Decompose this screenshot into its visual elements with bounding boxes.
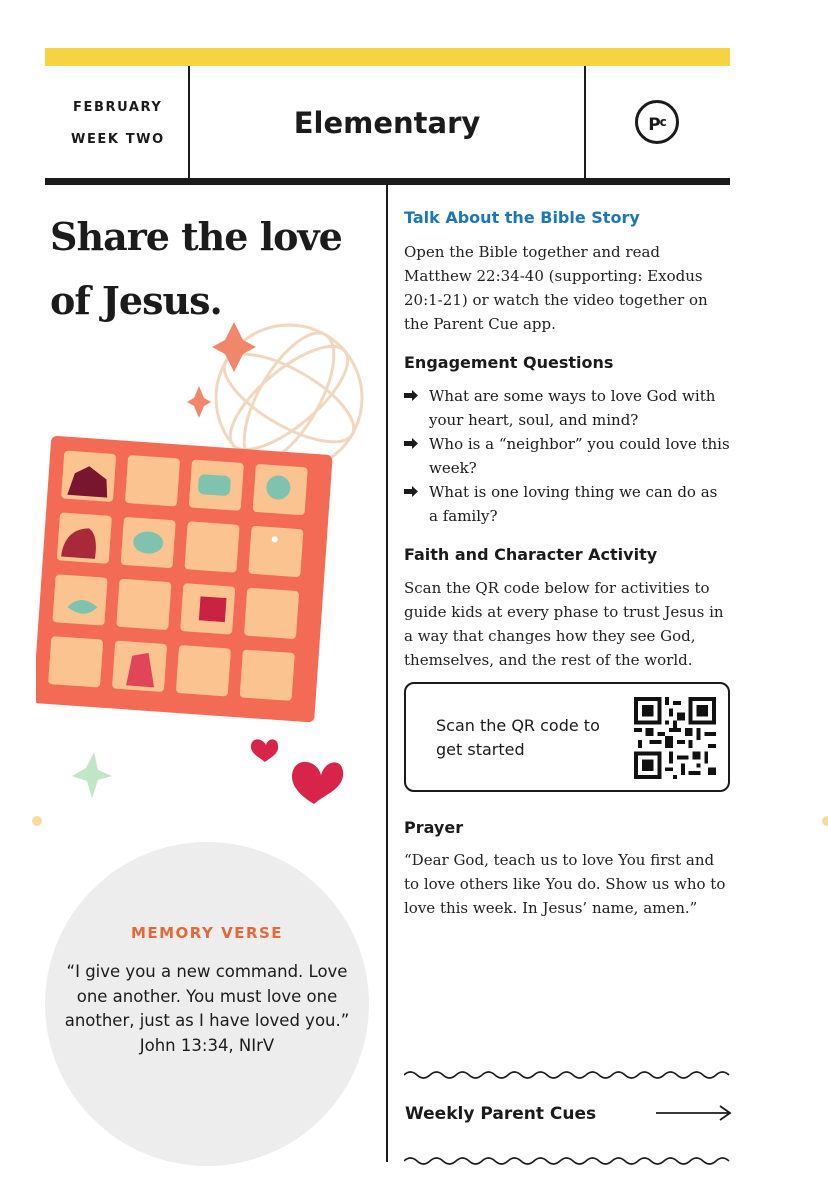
qr-card[interactable] bbox=[404, 682, 730, 792]
question-text: What is one loving thing we can do as a family? bbox=[429, 483, 718, 525]
arrow-bullet-icon bbox=[404, 486, 418, 497]
list-item bbox=[404, 432, 730, 480]
qr-prompt: Scan the QR code to get started bbox=[436, 716, 600, 759]
qr-code-icon[interactable] bbox=[634, 697, 716, 779]
arrow-bullet-icon bbox=[404, 438, 418, 449]
month-label: FEBRUARY bbox=[73, 100, 163, 115]
arrow-bullet-icon bbox=[404, 390, 418, 401]
memory-verse-text: “I give you a new command. Love one another. You must love one another, just as I have loved you.” bbox=[64, 962, 350, 1030]
sparkle-icon bbox=[187, 386, 211, 418]
question-text: What are some ways to love God with your heart, soul, and mind? bbox=[429, 387, 716, 429]
page-header bbox=[45, 66, 730, 185]
sparkle-icon bbox=[212, 322, 256, 372]
list-item bbox=[404, 480, 730, 528]
question-text: Who is a “neighbor” you could love this week? bbox=[429, 435, 730, 477]
memory-verse-label: MEMORY VERSE bbox=[130, 924, 284, 942]
level-title: Elementary bbox=[293, 106, 481, 140]
bible-story-heading: Talk About the Bible Story bbox=[404, 208, 640, 227]
prayer-text: “Dear God, teach us to love You first and to love others like You do. Show us who to love this week. In Jesus’ name, amen.” bbox=[404, 851, 726, 917]
prayer-heading: Prayer bbox=[404, 818, 464, 837]
list-item bbox=[404, 384, 730, 432]
decor-dot bbox=[822, 816, 828, 826]
bible-story-text: Open the Bible together and read Matthew 22:34-40 (supporting: Exodus 20:1-21) or watch the video together on the Parent Cue app. bbox=[404, 243, 708, 333]
engagement-questions bbox=[404, 384, 730, 528]
activity-text: Scan the QR code below for activities to guide kids at every phase to trust Jesus in a way that changes how they see God, themselves, and the rest of the world. bbox=[404, 579, 724, 669]
wave-divider bbox=[404, 1068, 730, 1082]
engagement-heading: Engagement Questions bbox=[404, 353, 614, 372]
star-icon bbox=[72, 752, 112, 798]
top-accent-bar bbox=[45, 48, 730, 66]
heart-icon bbox=[251, 739, 278, 762]
column-divider bbox=[386, 185, 388, 1162]
arrow-right-icon[interactable] bbox=[656, 1103, 732, 1123]
heart-icon bbox=[292, 762, 343, 804]
decor-dot bbox=[32, 816, 42, 826]
tile-grid bbox=[36, 436, 333, 723]
date-cell bbox=[45, 66, 190, 178]
logo-cell bbox=[586, 66, 730, 178]
weekly-parent-cues-link[interactable]: Weekly Parent Cues bbox=[405, 1104, 597, 1124]
tiles-illustration bbox=[36, 320, 376, 820]
wave-divider bbox=[404, 1154, 730, 1168]
activity-heading: Faith and Character Activity bbox=[404, 545, 658, 564]
level-cell bbox=[190, 66, 586, 178]
memory-verse-reference: John 13:34, NIrV bbox=[139, 1035, 275, 1055]
week-label: WEEK TWO bbox=[71, 132, 165, 147]
page-headline: Share the love of Jesus. bbox=[50, 214, 342, 323]
memory-verse bbox=[60, 960, 354, 1058]
parent-cue-logo: $P^c$ bbox=[635, 100, 679, 144]
